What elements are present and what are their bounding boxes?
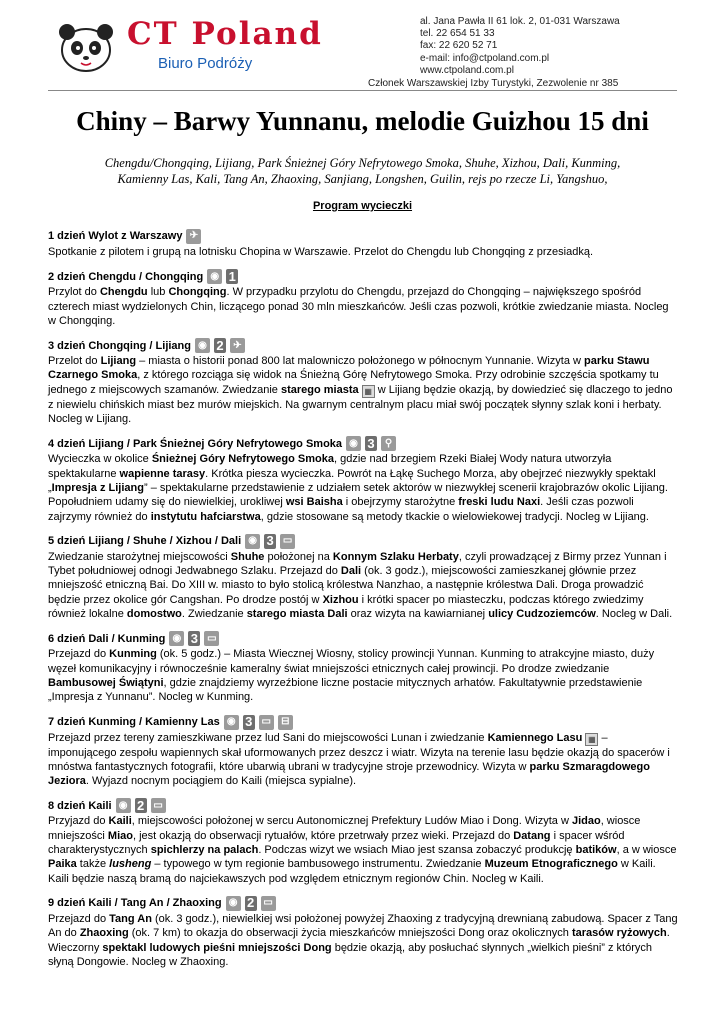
meal-icon: ◉ [195, 338, 210, 353]
itinerary [48, 228, 678, 978]
phone: tel. 22 654 51 33 [420, 28, 495, 40]
membership-note: Członek Warszawskiej Izby Turystyki, Zezwolenie nr 385 [368, 78, 619, 89]
bus-icon: ▭ [280, 534, 295, 549]
day-section [48, 228, 678, 259]
meals-count: 3 [365, 436, 377, 451]
day-description: Przejazd do Tang An (ok. 3 godz.), niewielkiej wsi położonej powyżej Zhaoxing z tradycyjną drewnianą zabudową. Spacer z Tang An do Zhaoxing (ok. 7 km) to okazja do obserwacji życia mieszkańców mniejszości Dong oraz okolicznych tarasów ryżowych. Wieczorny spektakl ludowych pieśni mniejszości Dong będzie okazją, aby posłuchać słynnych „wielkich pieśni” z których słyną Dongowie. Nocleg w Zhaoxing. [48, 912, 678, 968]
bus-icon: ▭ [261, 896, 276, 911]
company-logo [55, 16, 323, 78]
day-title: 2 dzień Chengdu / Chongqing [48, 270, 204, 283]
day-description: Przejazd do Kunming (ok. 5 godz.) – Miasta Wiecznej Wiosny, stolicy prowincji Yunnan. Kunming to atrakcyjne miasto, duży węzeł komunikacyjny i równocześnie kameralny świat mniejszości etnicznych całej prowincji. Po drodze zwiedzanie Bambusowej Świątyni, gdzie znajdziemy wyrzeźbione liczne postacie mitycznych arhatów. Fakultatywnie przedstawienie „Impresja z Yunnanu”. Nocleg w Kunming. [48, 648, 655, 704]
day-title: 4 dzień Lijiang / Park Śnieżnej Góry Nefrytowego Smoka [48, 437, 343, 450]
day-heading [48, 714, 678, 731]
plane-icon: ✈ [186, 229, 201, 244]
program-heading: Program wycieczki [312, 200, 413, 212]
meal-icon: ◉ [226, 896, 241, 911]
page-title: Chiny – Barwy Yunnanu, melodie Guizhou 15 dni [76, 106, 649, 136]
day-title: 6 dzień Dali / Kunming [48, 632, 166, 645]
meals-count: 3 [243, 715, 255, 730]
day-heading [48, 533, 678, 550]
meal-icon: ◉ [116, 798, 131, 813]
day-section [48, 435, 678, 523]
meals-count: 1 [226, 269, 238, 284]
meal-icon: ◉ [207, 269, 222, 284]
day-heading [48, 228, 678, 245]
logo-subtitle: Biuro Podróży [158, 55, 253, 72]
meals-count: 2 [214, 338, 226, 353]
day-section [48, 895, 678, 969]
meals-count: 2 [135, 798, 147, 813]
day-section [48, 714, 678, 789]
hiking-icon: ⚲ [381, 436, 396, 451]
day-title: 9 dzień Kaili / Tang An / Zhaoxing [48, 897, 222, 910]
day-description: Spotkanie z pilotem i grupą na lotnisku Chopina w Warszawie. Przelot do Chengdu lub Chongqing z przesiadką. [48, 246, 594, 258]
meals-count: 3 [264, 534, 276, 549]
panda-icon [55, 20, 117, 74]
meal-icon: ◉ [169, 631, 184, 646]
day-description: Przyjazd do Kaili, miejscowości położonej w sercu Autonomicznej Prefektury Ludów Miao i Dong. Wizyta w Jidao, wiosce mniejszości Miao, jest okazją do obserwacji rytuałów, które przetrwały przez wieki. Przejazd do Datang i spacer wśród charakterystycznych spichlerzy na palach. Podczas wizyt we wsiach Miao jest szansa zobaczyć produkcję batików, a w wiosce Paika także lusheng – typowego w tym regionie bambusowego instrumentu. Zwiedzanie Muzeum Etnograficznego w Kaili. Kaili będzie naszą bramą do najciekawszych pod względem etnicznym regionów Chin. Nocleg w Kaili. [48, 815, 677, 885]
day-description: Przelot do Lijiang – miasta o historii ponad 800 lat malowniczo położonego w północnym Yunnanie. Wizyta w parku Stawu Czarnego Smoka, z którego rozciąga się widok na Śnieżną Górę Nefrytowego Smoka. Przy odrobinie szczęścia spotkamy tu jednego z miejscowych szamanów. Zwiedzanie starego miasta ▦ w Lijiang będzie okazją, by dowiedzieć się dlaczego to jedno z niewielu chińskich miast bez murów miejskich. Na gwarnym centralnym placu miał swój początek słynny szlak koni i herbaty. Nocleg w Lijiang. [48, 355, 673, 426]
day-section [48, 797, 678, 885]
bus-icon: ▭ [204, 631, 219, 646]
header-divider [48, 90, 677, 91]
meal-icon: ◉ [245, 534, 260, 549]
logo-title: CT Poland [127, 16, 323, 52]
meals-count: 2 [245, 896, 257, 911]
day-description: Przejazd przez tereny zamieszkiwane przez lud Sani do miejscowości Lunan i zwiedzanie Kamiennego Lasu ▦ – imponującego zespołu wapiennych skał uformowanych przez deszcz i wiatr. Wizyta na terenie lasu będzie okazją do spacerów i mnóstwa fantastycznych fotografii, które ubarwią ubrani w tradycyjne stroje przewodnicy. Wizyta w parku Szmaragdowego Jeziora. Wyjazd nocnym pociągiem do Kaili (miejsca sypialne). [48, 731, 670, 788]
day-description: Przylot do Chengdu lub Chongqing. W przypadku przylotu do Chengdu, przejazd do Chongqing – największego spośród czterech miast wydzielonych Chin, liczącego ponad 30 mln mieszkańców. Jeśli czas pozwoli, krótkie zwiedzanie miasta. Nocleg w Chongqing. [48, 286, 669, 327]
day-title: 7 dzień Kunming / Kamienny Las [48, 715, 220, 728]
meal-icon: ◉ [224, 715, 239, 730]
day-section [48, 630, 678, 704]
day-description: Zwiedzanie starożytnej miejscowości Shuhe położonej na Konnym Szlaku Herbaty, czyli prowadzącej z Birmy przez Yunnan i Tybet południowej odnogi Jedwabnego Szlaku. Przejazd do Dali (ok. 3 godz.), miejscowości zamieszkanej głównie przez mniejszość etniczną Bai. Do XIII w. miasto to było stolicą królestwa Nanzhao, a następnie królestwa Dali. Droga prowadzić będzie przez okolice gór Cangshan. Po drodze postój w Xizhou i krótki spacer po miasteczku, podczas którego zwiedzimy również lokalne domostwo. Zwiedzanie starego miasta Dali oraz wizyta na kawiarnianej ulicy Cudzoziemców. Nocleg w Dali. [48, 550, 673, 621]
day-title: 5 dzień Lijiang / Shuhe / Xizhou / Dali [48, 535, 242, 548]
fax: fax: 22 620 52 71 [420, 40, 498, 52]
day-heading [48, 435, 678, 452]
bus-icon: ▭ [259, 715, 274, 730]
day-heading [48, 895, 678, 912]
day-description: Wycieczka w okolice Śnieżnej Góry Nefrytowego Smoka, gdzie nad brzegiem Rzeki Białej Wody natura utworzyła spektakularne wapienne tarasy. Krótka piesza wycieczka. Powrót na Łąkę Suchego Morza, aby obejrzeć niezwykły spektakl „Impresja z Lijiang” – spektakularne przedstawienie z udziałem setek aktorów w niezwykłej scenerii krajobrazów okolic Lijiang. Popołudniem udamy się do niewielkiej, urokliwej wsi Baisha i obejrzymy starożytne freski ludu Naxi. Jeśli czas pozwoli zajrzymy również do instytutu hafciarstwa, gdzie stosowane są metody tkackie o wielowiekowej tradycji. Nocleg w Lijiang. [48, 453, 668, 523]
address: al. Jana Pawła II 61 lok. 2, 01-031 Warszawa [420, 16, 620, 27]
route-summary: Chengdu/Chongqing, Lijiang, Park Śnieżnej Góry Nefrytowego Smoka, Shuhe, Xizhou, Dali, Kunming, Kamienny Las, Kali, Tang An, Zhaoxing, Sanjiang, Longshen, Guilin, rejs po rzecze Li, Yangshuo, [104, 156, 621, 186]
bus-icon: ▭ [151, 798, 166, 813]
day-section [48, 268, 678, 328]
day-title: 8 dzień Kaili [48, 799, 112, 812]
day-section [48, 533, 678, 621]
meal-icon: ◉ [346, 436, 361, 451]
day-heading [48, 337, 678, 354]
day-title: 3 dzień Chongqing / Lijiang [48, 339, 191, 352]
day-heading [48, 630, 678, 647]
contact-block [420, 16, 620, 77]
website-link[interactable]: www.ctpoland.com.pl [420, 64, 514, 76]
day-section [48, 337, 678, 426]
email-link[interactable]: e-mail: info@ctpoland.com.pl [420, 52, 550, 64]
plane-icon: ✈ [230, 338, 245, 353]
train-icon: ⊟ [278, 715, 293, 730]
day-heading [48, 797, 678, 814]
meals-count: 3 [188, 631, 200, 646]
day-heading [48, 268, 678, 285]
day-title: 1 dzień Wylot z Warszawy [48, 230, 183, 243]
